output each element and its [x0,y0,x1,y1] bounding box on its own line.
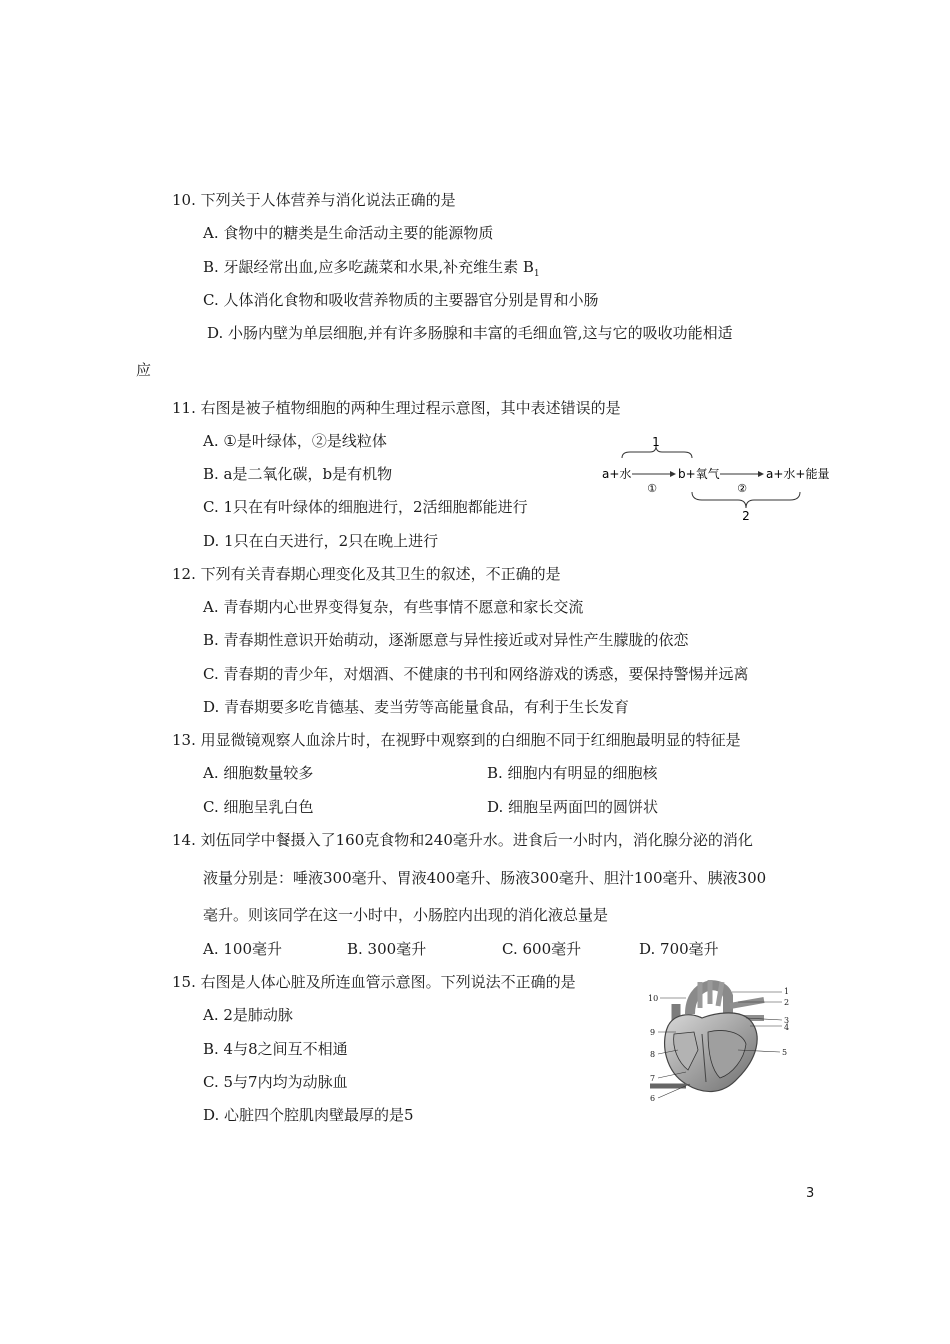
q13-option-a: A. 细胞数量较多 [203,764,314,782]
heart-label-9: 9 [650,1028,656,1037]
q12-option-d: D. 青春期要多吃肯德基、麦当劳等高能量食品，有利于生长发育 [203,698,630,716]
q12-stem: 12. 下列有关青春期心理变化及其卫生的叙述，不正确的是 [172,565,561,583]
heart-diagram [646,974,796,1104]
page-number: 3 [806,1186,815,1201]
q14-option-c: C. 600毫升 [502,940,582,958]
diagram-step-2: ② [737,482,747,495]
q11-option-d: D. 1只在白天进行，2只在晚上进行 [203,532,439,550]
diagram-end: a+水+能量 [766,467,830,481]
q13-option-b: B. 细胞内有明显的细胞核 [487,764,658,782]
q14-stem-line-2: 液量分别是：唾液300毫升、胃液400毫升、肠液300毫升、胆汁100毫升、胰液300 [203,869,767,887]
q10-option-d: D. 小肠内壁为单层细胞,并有许多肠腺和丰富的毛细血管,这与它的吸收功能相适 [207,324,733,342]
q10-option-b-text: B. 牙龈经常出血,应多吃蔬菜和水果,补充维生素 B [203,258,534,276]
q13-option-d: D. 细胞呈两面凹的圆饼状 [487,798,659,816]
heart-label-10: 10 [648,994,659,1003]
heart-label-8: 8 [650,1050,656,1059]
q14-option-a: A. 100毫升 [203,940,282,958]
q10-stem: 10. 下列关于人体营养与消化说法正确的是 [172,191,456,209]
heart-label-3: 3 [784,1016,790,1025]
q11-option-b: B. a是二氧化碳，b是有机物 [203,465,393,483]
q13-stem: 13. 用显微镜观察人血涂片时，在视野中观察到的白细胞不同于红细胞最明显的特征是 [172,731,741,749]
q12-option-a: A. 青春期内心世界变得复杂，有些事情不愿意和家长交流 [203,598,584,616]
q14-stem-line-3: 毫升。则该同学在这一小时中，小肠腔内出现的消化液总量是 [203,906,609,924]
q11-process-diagram [596,430,836,522]
diagram-start: a+水 [602,467,632,481]
q10-option-b [203,257,540,284]
q15-option-b: B. 4与8之间互不相通 [203,1040,348,1058]
diagram-arrowhead-2 [758,471,764,477]
q15-stem: 15. 右图是人体心脏及所连血管示意图。下列说法不正确的是 [172,973,576,991]
heart-label-4: 4 [784,1023,790,1032]
heart-label-5: 5 [782,1048,788,1057]
diagram-arrowhead-1 [670,471,676,477]
q12-option-c: C. 青春期的青少年，对烟酒、不健康的书刊和网络游戏的诱惑，要保持警惕并远离 [203,665,749,683]
heart-label-6: 6 [650,1094,656,1103]
heart-label-7: 7 [650,1074,656,1083]
q15-option-d: D. 心脏四个腔肌肉壁最厚的是5 [203,1106,414,1124]
diagram-step-1: ① [647,482,657,495]
q15-option-a: A. 2是肺动脉 [203,1006,293,1024]
heart-label-2: 2 [784,998,790,1007]
q10-option-a: A. 食物中的糖类是生命活动主要的能源物质 [203,224,494,242]
q11-option-a: A. ①是叶绿体，②是线粒体 [203,432,387,450]
q15-option-c: C. 5与7内均为动脉血 [203,1073,348,1091]
diagram-label-2: 2 [742,509,750,522]
q14-stem: 14. 刘伍同学中餐摄入了160克食物和240毫升水。进食后一小时内，消化腺分泌的消化 [172,831,753,849]
q10-option-c: C. 人体消化食物和吸收营养物质的主要器官分别是胃和小肠 [203,291,599,309]
q14-option-d: D. 700毫升 [639,940,719,958]
diagram-middle: b+氧气 [678,467,720,481]
diagram-label-1: 1 [652,435,660,449]
q13-option-c: C. 细胞呈乳白色 [203,798,314,816]
heart-label-1: 1 [784,987,790,996]
q11-option-c: C. 1只在有叶绿体的细胞进行，2活细胞都能进行 [203,498,528,516]
q10-option-d-wrap: 应 [136,361,152,379]
q14-option-b: B. 300毫升 [347,940,427,958]
q11-stem: 11. 右图是被子植物细胞的两种生理过程示意图，其中表述错误的是 [172,399,621,417]
q10-option-b-subscript: 1 [533,269,540,279]
q12-option-b: B. 青春期性意识开始萌动，逐渐愿意与异性接近或对异性产生朦胧的依恋 [203,631,689,649]
